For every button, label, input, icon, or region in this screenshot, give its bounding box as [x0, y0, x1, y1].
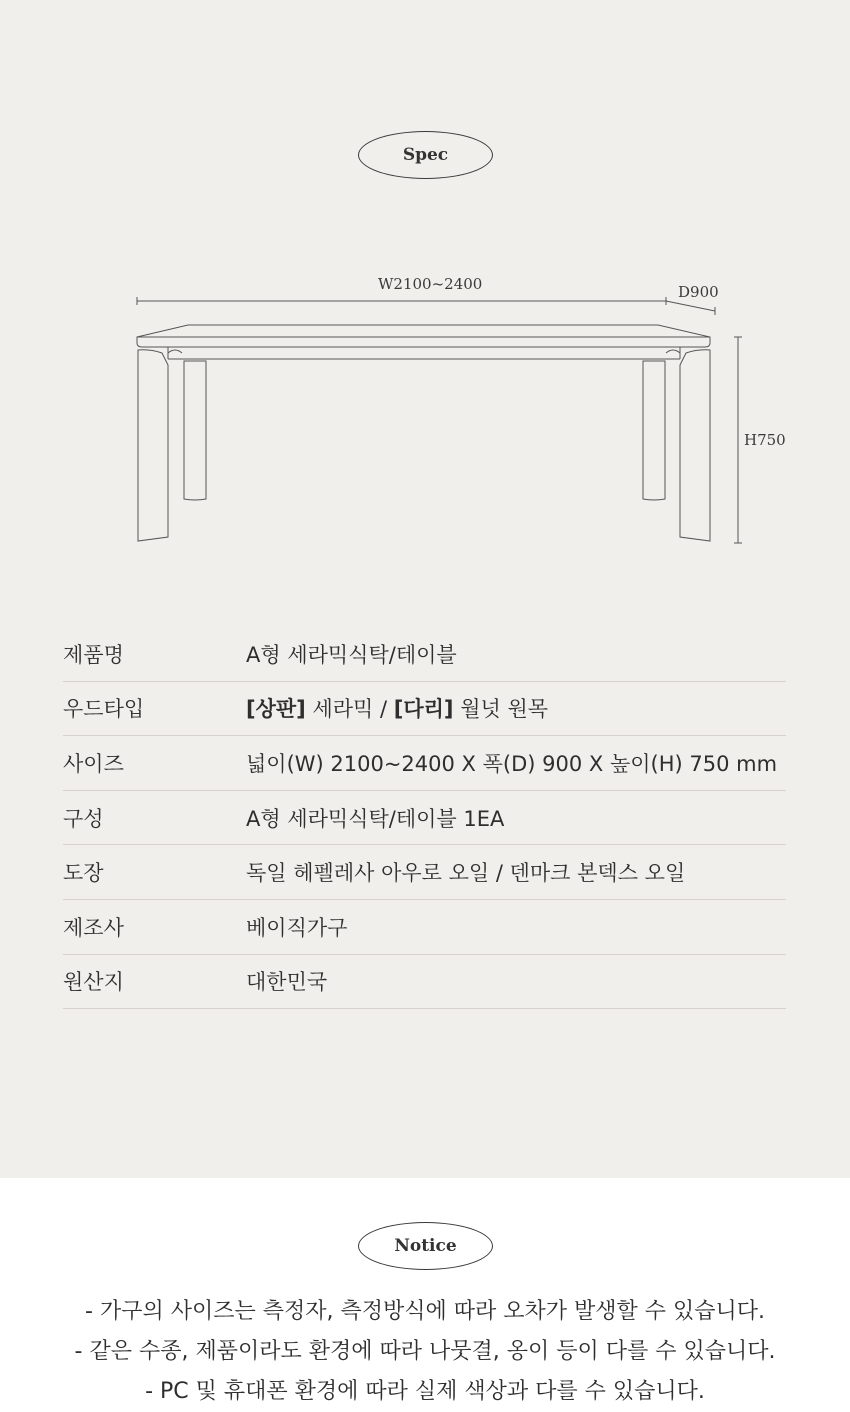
spec-table [63, 627, 786, 1009]
spec-label: 사이즈 [63, 751, 124, 776]
spec-row-product-name [63, 627, 786, 682]
height-dimension-label: H750 [744, 431, 786, 449]
spec-row-manufacturer [63, 900, 786, 955]
spec-label: 구성 [63, 806, 104, 831]
spec-value: A형 세라믹식탁/테이블 [246, 642, 457, 667]
spec-label: 원산지 [63, 970, 124, 995]
spec-value: A형 세라믹식탁/테이블 1EA [246, 806, 505, 831]
spec-value: 넓이(W) 2100~2400 X 폭(D) 900 X 높이(H) 750 mm [246, 751, 778, 776]
notice-title: Notice [358, 1222, 493, 1270]
spec-row-origin [63, 955, 786, 1010]
spec-value: 베이직가구 [246, 915, 348, 940]
notice-line: - 같은 수종, 제품이라도 환경에 따라 나뭇결, 옹이 등이 다를 수 있습니다. [74, 1339, 776, 1364]
top-material: 세라믹 / [305, 697, 394, 722]
spec-value [246, 693, 548, 723]
notice-line: - 가구의 사이즈는 측정자, 측정방식에 따라 오차가 발생할 수 있습니다. [85, 1299, 765, 1324]
notice-list [0, 1292, 850, 1412]
depth-dimension-label: D900 [678, 283, 719, 301]
spec-value: 대한민국 [246, 970, 328, 995]
spec-value: 독일 헤펠레사 아우로 오일 / 덴마크 본덱스 오일 [246, 861, 686, 886]
top-tag: [상판] [246, 697, 306, 722]
spec-label: 우드타입 [63, 697, 145, 722]
spec-label: 도장 [63, 861, 104, 886]
leg-material: 월넛 원목 [453, 697, 549, 722]
spec-title: Spec [358, 131, 493, 179]
width-dimension-label: W2100~2400 [378, 275, 483, 293]
leg-tag: [다리] [393, 697, 454, 722]
spec-row-finish [63, 845, 786, 900]
table-drawing [120, 265, 810, 565]
spec-row-composition [63, 791, 786, 846]
spec-row-wood-type [63, 682, 786, 737]
table-line-drawing [120, 265, 810, 565]
spec-row-size [63, 736, 786, 791]
notice-line: - PC 및 휴대폰 환경에 따라 실제 색상과 다를 수 있습니다. [145, 1379, 705, 1404]
spec-label: 제조사 [63, 915, 124, 940]
spec-label: 제품명 [63, 642, 124, 667]
